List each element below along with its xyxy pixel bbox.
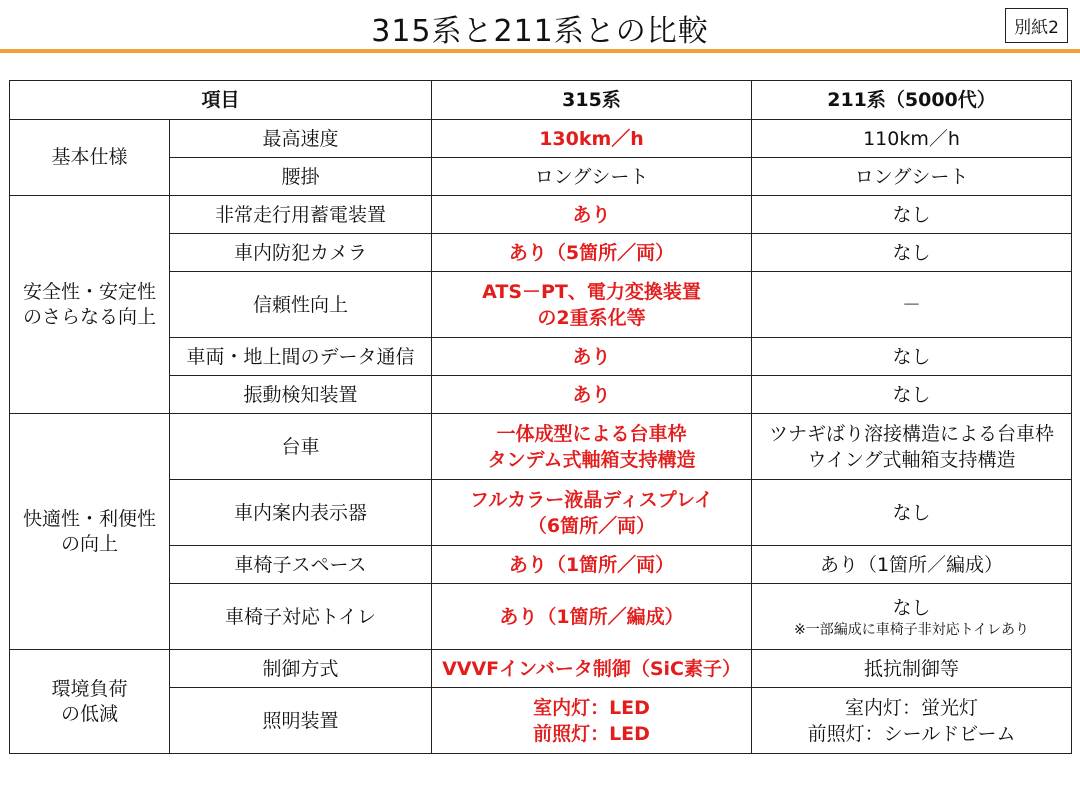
page-title: 315系と211系との比較: [371, 14, 709, 49]
item-cell: 照明装置: [170, 688, 432, 754]
table-row: [10, 272, 1072, 338]
value-line: なし: [892, 383, 931, 406]
value-line: 110km／h: [863, 127, 960, 150]
value-line: ATS－PT、電力変換装置: [482, 280, 701, 303]
value-line: あり（1箇所／編成）: [499, 605, 684, 628]
category-cell: [10, 120, 170, 196]
item-cell: 車内案内表示器: [170, 480, 432, 546]
item-cell: 車両・地上間のデータ通信: [170, 338, 432, 376]
value-line: －: [902, 293, 922, 316]
value-315-cell: [432, 688, 752, 754]
table-row: [10, 196, 1072, 234]
value-315-cell: [432, 650, 752, 688]
value-line: VVVFインバータ制御（SiC素子）: [442, 657, 741, 680]
table-header-row: [10, 81, 1072, 120]
value-line: あり（1箇所／編成）: [819, 553, 1004, 576]
category-line: 安全性・安定性: [22, 280, 156, 303]
item-cell: 台車: [170, 414, 432, 480]
value-line: の2重系化等: [537, 306, 646, 329]
value-211-cell: [752, 688, 1072, 754]
value-line: なし: [892, 596, 931, 619]
value-211-cell: [752, 650, 1072, 688]
category-line: の向上: [60, 532, 118, 555]
value-line: あり（5箇所／両）: [508, 241, 675, 264]
value-211-cell: [752, 234, 1072, 272]
value-315-cell: [432, 120, 752, 158]
value-211-cell: [752, 414, 1072, 480]
value-211-cell: [752, 196, 1072, 234]
item-cell: 車椅子スペース: [170, 546, 432, 584]
category-cell: [10, 650, 170, 754]
category-line: 快適性・利便性: [22, 507, 156, 530]
value-315-cell: [432, 480, 752, 546]
value-line: ウイング式軸箱支持構造: [807, 448, 1016, 471]
item-cell: 腰掛: [170, 158, 432, 196]
category-cell: [10, 414, 170, 650]
value-315-cell: [432, 376, 752, 414]
title-underline: [0, 49, 1080, 53]
value-line: あり: [572, 203, 611, 226]
value-line: ロングシート: [534, 165, 649, 188]
item-cell: 制御方式: [170, 650, 432, 688]
value-315-cell: [432, 546, 752, 584]
column-header-item: 項目: [10, 81, 432, 120]
comparison-table: [9, 80, 1072, 754]
table-row: [10, 546, 1072, 584]
value-line: なし: [892, 203, 931, 226]
value-315-cell: [432, 338, 752, 376]
category-line: の低減: [60, 702, 118, 725]
table-row: [10, 338, 1072, 376]
value-211-cell: [752, 120, 1072, 158]
item-cell: 振動検知装置: [170, 376, 432, 414]
column-header-315: 315系: [432, 81, 752, 120]
attachment-badge: 別紙2: [1005, 8, 1068, 43]
value-line: 前照灯：シールドビーム: [807, 722, 1016, 745]
value-line: あり: [572, 345, 611, 368]
category-line: 環境負荷: [51, 677, 128, 700]
table-row: [10, 376, 1072, 414]
table-row: [10, 480, 1072, 546]
item-cell: 非常走行用蓄電装置: [170, 196, 432, 234]
item-cell: 信頼性向上: [170, 272, 432, 338]
value-line: （6箇所／両）: [527, 514, 656, 537]
value-315-cell: [432, 272, 752, 338]
value-315-cell: [432, 584, 752, 650]
value-315-cell: [432, 234, 752, 272]
item-cell: 車椅子対応トイレ: [170, 584, 432, 650]
value-line: なし: [892, 241, 931, 264]
value-211-cell: [752, 376, 1072, 414]
category-line: 基本仕様: [51, 146, 128, 168]
value-line: 130km／h: [539, 127, 644, 150]
table-row: [10, 688, 1072, 754]
footnote: ※一部編成に車椅子非対応トイレあり: [794, 621, 1030, 638]
value-line: タンデム式軸箱支持構造: [487, 448, 696, 471]
value-211-cell: [752, 272, 1072, 338]
value-line: 前照灯：LED: [533, 722, 650, 745]
value-211-cell: [752, 584, 1072, 650]
value-315-cell: [432, 196, 752, 234]
value-line: フルカラー液晶ディスプレイ: [470, 488, 714, 511]
value-line: なし: [892, 345, 931, 368]
value-line: なし: [892, 501, 931, 524]
value-211-cell: [752, 546, 1072, 584]
value-line: 抵抗制御等: [864, 657, 960, 680]
value-line: 室内灯：蛍光灯: [845, 696, 979, 719]
value-211-cell: [752, 338, 1072, 376]
value-211-cell: [752, 480, 1072, 546]
item-cell: 車内防犯カメラ: [170, 234, 432, 272]
table-row: [10, 234, 1072, 272]
table-row: [10, 650, 1072, 688]
value-315-cell: [432, 158, 752, 196]
value-line: ツナギばり溶接構造による台車枠: [769, 422, 1055, 445]
table-row: [10, 158, 1072, 196]
table-row: [10, 584, 1072, 650]
value-315-cell: [432, 414, 752, 480]
table-row: [10, 414, 1072, 480]
value-line: ロングシート: [854, 165, 969, 188]
value-line: あり: [572, 383, 611, 406]
category-line: のさらなる向上: [22, 305, 156, 328]
value-211-cell: [752, 158, 1072, 196]
column-header-211: 211系（5000代）: [752, 81, 1072, 120]
value-line: 一体成型による台車枠: [496, 422, 687, 445]
table-row: [10, 120, 1072, 158]
category-cell: [10, 196, 170, 414]
value-line: あり（1箇所／両）: [508, 553, 675, 576]
value-line: 室内灯：LED: [533, 696, 650, 719]
item-cell: 最高速度: [170, 120, 432, 158]
